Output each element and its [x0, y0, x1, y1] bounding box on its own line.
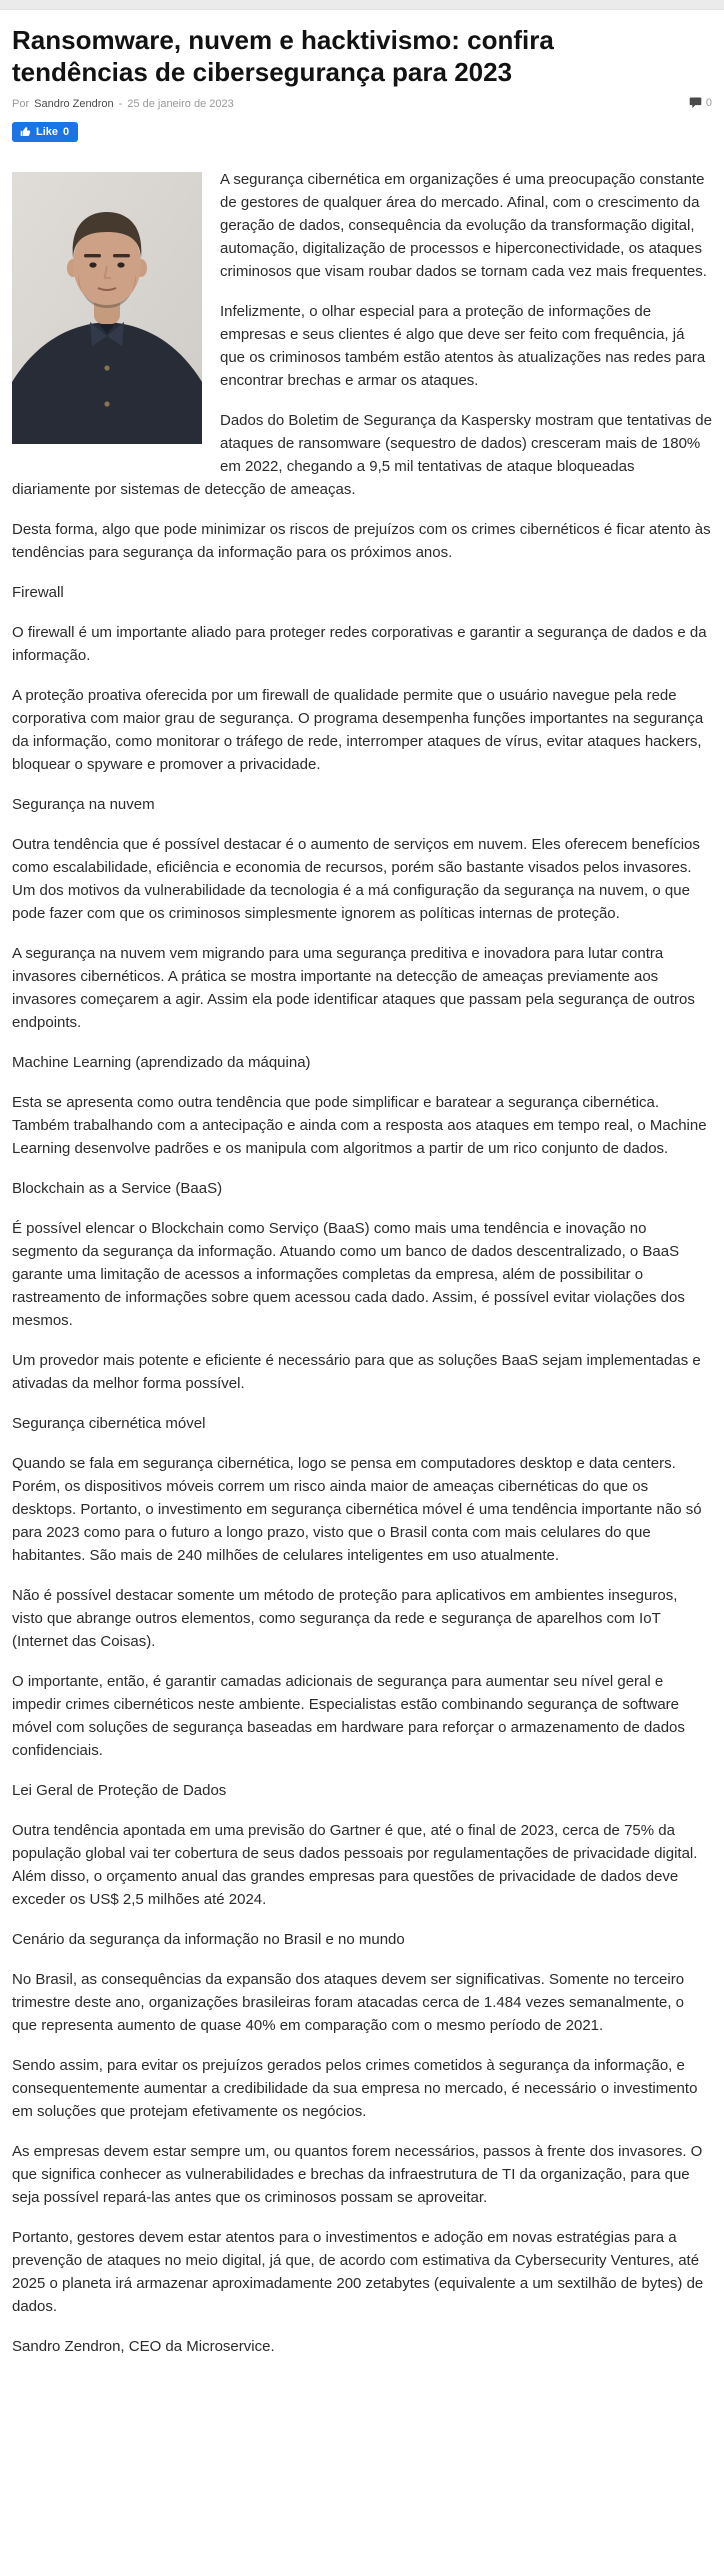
author-link[interactable]: Sandro Zendron: [34, 98, 114, 110]
facebook-like-button[interactable]: [12, 122, 78, 142]
article-paragraph: O firewall é um importante aliado para proteger redes corporativas e garantir a segurança de dados e da informação.: [12, 624, 707, 664]
article-paragraph: A proteção proativa oferecida por um firewall de qualidade permite que o usuário navegue pela rede corporativa com maior grau de segurança. O programa desempenha funções importantes na segurança da informação, como monitorar o tráfego de rede, interromper ataques de vírus, evitar ataques hackers, bloquear o spyware e promover a privacidade.: [12, 687, 704, 773]
post-date: 25 de janeiro de 2023: [127, 98, 234, 110]
author-portrait-illustration: [12, 172, 202, 444]
article-paragraph: Outra tendência que é possível destacar é o aumento de serviços em nuvem. Eles oferecem benefícios como escalabilidade, eficiência e economia de recursos, porém são bastante visados pelos invasores. Um dos motivos da vulnerabilidade da tecnologia é a má configuração da segurança na nuvem, o que pode fazer com que os criminosos simplesmente ignorem as políticas internas de proteção.: [12, 836, 700, 922]
comments-count-value: 0: [705, 96, 712, 109]
thumbs-up-icon: [20, 126, 31, 137]
article-body: [12, 168, 712, 2375]
article-paragraph: Desta forma, algo que pode minimizar os riscos de prejuízos com os crimes cibernéticos é ficar atento às tendências para segurança da informação para os próximos anos.: [12, 521, 711, 561]
comments-count[interactable]: [689, 96, 712, 109]
article-paragraph: Esta se apresenta como outra tendência que pode simplificar e baratear a segurança cibernética. Também trabalhando com a antecipação e ainda com a resposta aos ataques em tempo real, o Machine Learning desenvolve padrões e os manipula com algoritmos a partir de um rico conjunto de dados.: [12, 1094, 707, 1157]
article-paragraph: Não é possível destacar somente um método de proteção para aplicativos em ambientes inseguros, visto que abrange outros elementos, como segurança da rede e segurança de aparelhos com IoT (Internet das Coisas).: [12, 1587, 678, 1650]
section-heading-lgpd: Lei Geral de Proteção de Dados: [12, 1782, 227, 1799]
article-paragraph: Quando se fala em segurança cibernética, logo se pensa em computadores desktop e data centers. Porém, os dispositivos móveis correm um risco ainda maior de ameaças cibernéticas do que os desktops. Portanto, o investimento em segurança cibernética móvel é uma tendência importante não só para 2023 como para o futuro a longo prazo, visto que o Brasil conta com mais celulares do que habitantes. São mais de 240 milhões de celulares inteligentes em uso atualmente.: [12, 1455, 702, 1564]
article-paragraph: Dados do Boletim de Segurança da Kaspersky mostram que tentativas de ataques de ransomware (sequestro de dados) cresceram mais de 180% em 2022, chegando a 9,5 mil tentativas de ataque bloqueadas diariamente por sistemas de detecção de ameaças.: [12, 412, 712, 498]
like-count: 0: [63, 125, 70, 138]
byline-separator: -: [118, 98, 123, 110]
byline-prefix: Por: [12, 98, 30, 110]
post-content: [0, 24, 724, 2375]
article-paragraph: O importante, então, é garantir camadas adicionais de segurança para aumentar seu nível geral e impedir crimes cibernéticos neste ambiente. Especialistas estão combinando segurança de software móvel com soluções de segurança baseadas em hardware para reforçar o armazenamento de dados confidenciais.: [12, 1673, 685, 1759]
section-heading-cenario-brasil: Cenário da segurança da informação no Brasil e no mundo: [12, 1931, 405, 1948]
article-paragraph: A segurança cibernética em organizações é uma preocupação constante de gestores de qualquer área do mercado. Afinal, com o crescimento da geração de dados, consequência da evolução da transformação digital, automação, digitalização de processos e hiperconectividade, os ataques criminosos que visam roubar dados se tornam cada vez mais frequentes.: [220, 171, 707, 280]
comment-bubble-icon: [689, 96, 702, 109]
section-heading-seguranca-na-nuvem: Segurança na nuvem: [12, 796, 155, 813]
author-photo: [12, 172, 202, 444]
article-paragraph: Infelizmente, o olhar especial para a proteção de informações de empresas e seus clientes é algo que deve ser feito com frequência, já que os criminosos também estão atentos às atualizações nas redes para encontrar brechas e armar os ataques.: [220, 303, 706, 389]
byline: [12, 96, 712, 112]
article-paragraph: Outra tendência apontada em uma previsão do Gartner é que, até o final de 2023, cerca de 75% da população global vai ter cobertura de seus dados pessoais por regulamentações de privacidade digital. Além disso, o orçamento anual das grandes empresas para questões de privacidade de dados deve exceder os US$ 2,5 milhões até 2024.: [12, 1822, 698, 1908]
article-paragraph: Sendo assim, para evitar os prejuízos gerados pelos crimes cometidos à segurança da informação, e consequentemente aumentar a credibilidade da sua empresa no mercado, é necessário o investimento em soluções que protejam efetivamente os negócios.: [12, 2057, 698, 2120]
article-paragraph: As empresas devem estar sempre um, ou quantos forem necessários, passos à frente dos invasores. O que significa conhecer as vulnerabilidades e brechas da infraestrutura de TI da organização, para que seja possível repará-las antes que os criminosos possam se aproveitar.: [12, 2143, 703, 2206]
author-signature: Sandro Zendron, CEO da Microservice.: [12, 2338, 275, 2355]
section-heading-machine-learning: Machine Learning (aprendizado da máquina): [12, 1054, 311, 1071]
facebook-like-widget: [12, 122, 712, 142]
article-paragraph: No Brasil, as consequências da expansão dos ataques devem ser significativas. Somente no terceiro trimestre deste ano, organizações brasileiras foram atacadas cerca de 1.484 vezes semanalmente, o que representa aumento de quase 40% em comparação com o mesmo período de 2021.: [12, 1971, 685, 2034]
like-label: Like: [36, 125, 59, 138]
section-heading-firewall: Firewall: [12, 584, 64, 601]
top-divider: [0, 0, 724, 10]
article-paragraph: É possível elencar o Blockchain como Serviço (BaaS) como mais uma tendência e inovação no segmento da segurança da informação. Atuando como um banco de dados descentralizado, o BaaS garante uma limitação de acessos a informações completas da empresa, além de possibilitar o rastreamento de informações sobre quem acessou cada dado. Assim, é possível evitar violações dos mesmos.: [12, 1220, 685, 1329]
page-title: Ransomware, nuvem e hacktivismo: confira tendências de cibersegurança para 2023: [12, 25, 554, 87]
article-paragraph: Portanto, gestores devem estar atentos para o investimentos e adoção em novas estratégias para a prevenção de ataques no meio digital, já que, de acordo com estimativa da Cybersecurity Ventures, até 2025 o planeta irá armazenar aproximadamente 200 zetabytes (equivalente a um sextilhão de bytes) de dados.: [12, 2229, 704, 2315]
section-heading-seguranca-movel: Segurança cibernética móvel: [12, 1415, 206, 1432]
article-paragraph: A segurança na nuvem vem migrando para uma segurança preditiva e inovadora para lutar contra invasores cibernéticos. A prática se mostra importante na detecção de ameaças previamente aos invasores começarem a agir. Assim ela pode identificar ataques que passam pela segurança de outros endpoints.: [12, 945, 695, 1031]
section-heading-baas: Blockchain as a Service (BaaS): [12, 1180, 223, 1197]
article-paragraph: Um provedor mais potente e eficiente é necessário para que as soluções BaaS sejam implementadas e ativadas da melhor forma possível.: [12, 1352, 701, 1392]
